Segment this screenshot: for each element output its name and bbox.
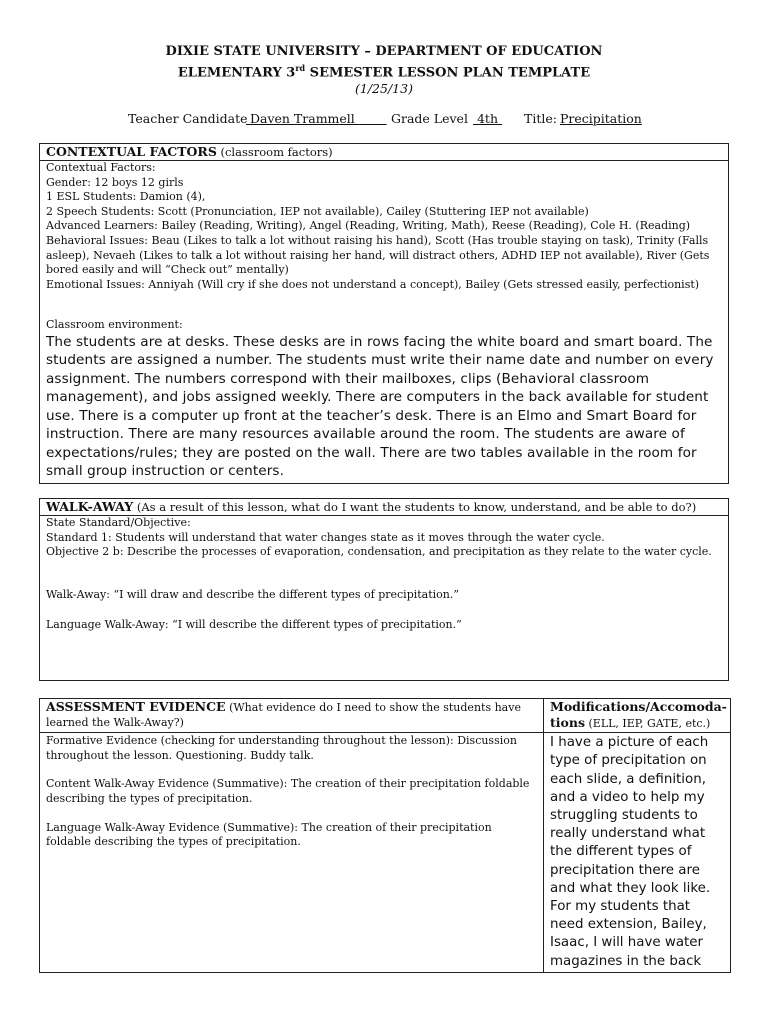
grade-value: 4th — [473, 111, 502, 126]
language-walk-away-statement: Language Walk-Away: “I will describe the different types of precipitation.” — [46, 618, 462, 632]
assessment-body-row — [40, 733, 731, 973]
assessment-evidence-heading: ASSESSMENT EVIDENCE (What evidence do I need to show the students have learned the Walk-Away?) — [40, 699, 544, 733]
template-title: ELEMENTARY 3rd SEMESTER LESSON PLAN TEMPLATE — [177, 63, 591, 81]
walk-away-statement: Walk-Away: “I will draw and describe the different types of precipitation.” — [46, 587, 459, 601]
template-date: (1/25/13) — [355, 81, 413, 97]
context-line: Behavioral Issues: Beau (Likes to talk a lot without raising his hand), Scott (Has trouble staying on task), Trinity (Falls asleep), Nevaeh (Likes to talk a lot without raising her hand, will distract others, ADHD IEP not available), River (Gets bored easily and will “Check out” mentally) — [46, 233, 710, 277]
assessment-evidence-cell — [40, 733, 544, 973]
grade-label: Grade Level — [391, 111, 468, 126]
university-title: DIXIE STATE UNIVERSITY – DEPARTMENT OF EDUCATION — [165, 44, 603, 59]
standard-label: State Standard/Objective: — [46, 516, 191, 529]
document-header — [0, 44, 768, 97]
assessment-header-row — [40, 699, 731, 733]
context-line: Emotional Issues: Anniyah (Will cry if she does not understand a concept), Bailey (Gets stressed easily, perfectionist) — [46, 277, 700, 291]
classroom-environment-label: Classroom environment: — [46, 318, 183, 332]
walk-away-heading: WALK-AWAY (As a result of this lesson, what do I want the students to know, understand, and be able to do?) — [40, 499, 728, 516]
context-line: Contextual Factors: — [46, 161, 156, 174]
contextual-factors-heading: CONTEXTUAL FACTORS (classroom factors) — [40, 144, 728, 161]
classroom-environment-text: The students are at desks. These desks are in rows facing the white board and smart board. The students are assigned a number. The students must write their name date and number on every assignment. The numbers correspond with their mailboxes, clips (Behavioral classroom management), and jobs assigned weekly. There are computers in the back available for student use. There is a computer up front at the teacher’s desk. There is an Elmo and Smart Board for instruction. There are many resources available around the room. The students are aware of expectations/rules; they are posted on the wall. There are two tables available in the room for small group instruction or centers. — [46, 333, 714, 480]
content-walk-away-evidence: Content Walk-Away Evidence (Summative): The creation of their precipitation foldable describing the types of precipitation. — [46, 777, 530, 805]
contextual-factors-section — [39, 143, 729, 484]
context-line: 2 Speech Students: Scott (Pronunciation, IEP not available), Cailey (Stuttering IEP not available) — [46, 204, 589, 218]
standard-1: Standard 1: Students will understand that water changes state as it moves through the water cycle. — [46, 530, 605, 544]
walk-away-section — [39, 498, 729, 681]
modifications-cell: I have a picture of each type of precipitation on each slide, a definition, and a video to help my struggling students to really understand what the different types of precipitation there are and what they look like. For my students that need extension, Bailey, Isaac, I will have water magazines in the back — [544, 733, 731, 973]
walk-away-body — [40, 516, 728, 633]
context-line: Advanced Learners: Bailey (Reading, Writing), Angel (Reading, Writing, Math), Reese (Reading), Cole H. (Reading) — [46, 219, 691, 233]
assessment-evidence-table — [39, 698, 731, 973]
context-line: 1 ESL Students: Damion (4), — [46, 190, 206, 204]
contextual-factors-body — [40, 161, 728, 481]
context-line: Gender: 12 boys 12 girls — [46, 175, 184, 189]
formative-evidence: Formative Evidence (checking for understanding throughout the lesson): Discussion throughout the lesson. Questioning. Buddy talk. — [46, 734, 517, 762]
teacher-label: Teacher Candidate — [128, 111, 248, 126]
title-label: Title: — [524, 111, 557, 126]
objective-2b: Objective 2 b: Describe the processes of evaporation, condensation, and precipitation as they relate to the water cycle. — [46, 545, 712, 559]
teacher-value: Daven Trammell — [246, 111, 387, 126]
modifications-heading: Modifications/Accomoda- tions (ELL, IEP, GATE, etc.) — [544, 699, 731, 733]
language-walk-away-evidence: Language Walk-Away Evidence (Summative): The creation of their precipitation foldable describing the types of precipitation. — [46, 820, 492, 849]
title-value: Precipitation — [560, 111, 642, 126]
